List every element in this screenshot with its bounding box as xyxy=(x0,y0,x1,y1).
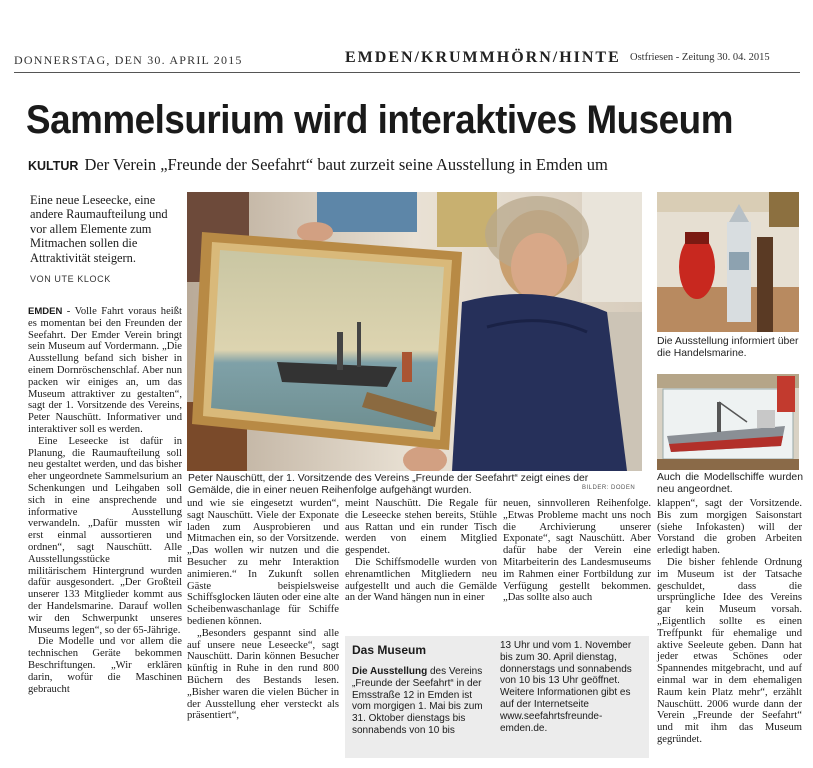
paragraph: Die bisher fehlende Ordnung im Museum ist der Tatsache geschuldet, dass die ursprüngliche Idee des Vereins gar kein Museum vorsah. „Eigentlich sollte es einen Treffpunkt für ehemalige und aktive Seeleute geben. Dann hat jeder etwas Schönes oder Spannendes mitgebracht, und auf einmal war in dem ehemaligen Raum kein Platz mehr“, erzählt Nauschütt. 2006 wurde dann der Verein „Freunde der Seefahrt“ und mit ihm das Museum gegründet. xyxy=(657,556,802,745)
paragraph: „Besonders gespannt sind alle auf unsere neue Leseecke“, sagt Nauschütt. Darin können Besucher künftig in Ruhe in den rund 800 Büchern des Bestands lesen. „Bisher waren die vielen Bücher in der Ausstellung eher versteckt als präsentiert“, xyxy=(187,627,339,722)
paragraph: und wie sie eingesetzt wurden“, sagt Nauschütt. Viele der Exponate laden zum Ausprobieren und Mitmachen ein, so der Vorsitzende. „Das wollen wir nutzen und die Besucher zu mehr Interaktion animieren.“ In Zukunft sollen Gäste beispielsweise Schiffsglocken läuten oder eine alte Scheibenwaschanlage für Schiffe bedienen können. xyxy=(187,498,339,627)
edition-line: Ostfriesen - Zeitung 30. 04. 2015 xyxy=(630,52,770,63)
paragraph: neuen, sinnvolleren Reihenfolge. „Etwas Probleme macht uns noch die Archivierung unserer Exponate“, sagt Nauschütt. Aber dafür habe der Verein eine Mitarbeiterin des Landesmuseums im Rahmen einer Fortbildung zur Verfügung gestellt bekommen. „Das sollte also auch xyxy=(503,498,651,604)
paragraph: klappen“, sagt der Vorsitzende. Bis zum morgigen Saisonstart (siehe Infokasten) will der Vorstand die groben Arbeiten erledigt haben. xyxy=(657,498,802,557)
subheadline-text: Der Verein „Freunde der Seefahrt“ baut zurzeit seine Ausstellung in Emden um xyxy=(84,155,608,174)
paragraph: meint Nauschütt. Die Regale für die Leseecke stehen bereits, Stühle aus Rattan und ein runder Tisch werden von einem Mitglied gespendet. xyxy=(345,498,497,557)
kicker: KULTUR xyxy=(28,159,79,173)
info-box-column-1: Die Ausstellung des Vereins „Freunde der Seefahrt“ in der Emsstraße 12 in Emden ist vom morgigen 1. Mai bis zum 31. Oktober dienstags bis sonnabends von 10 bis xyxy=(352,666,483,736)
header-rule xyxy=(14,72,800,73)
subheadline xyxy=(28,155,608,175)
headline: Sammelsurium wird interaktives Museum xyxy=(26,98,733,142)
paragraph: Eine Leseecke ist dafür in Planung, die Raumaufteilung soll neu gestaltet werden, und das bisher eher ungeordnete Sammelsurium an Schenkungen und Leihgaben soll sich in eine ansprechende und informative Ausstellung verwandeln. „Dafür mussten wir erst einmal aussortieren und ordnen“, sagt Nauschütt. Alle Ausstellungsstücke mit militärischem Hintergrund wurden dafür ausgesondert. „Der Großteil unserer 133 Mitglieder kommt aus der Handelsmarine. Darauf wollen wir den Schwerpunkt unseres Museums legen“, so der 65-Jährige. xyxy=(28,435,182,636)
model-ship-photo-caption: Auch die Modellschiffe wurden neu angeordnet. xyxy=(657,472,803,496)
info-box-column-2: 13 Uhr und vom 1. November bis zum 30. April dienstag, donnerstags und sonnabends von 10 bis 13 Uhr geöffnet. Weitere Informationen gibt es auf der Internetseite www.seefahrtsfreunde-emden.de. xyxy=(500,640,632,734)
issue-date: DONNERSTAG, DEN 30. APRIL 2015 xyxy=(14,53,243,67)
exhibition-photo xyxy=(657,192,799,332)
article-column-3 xyxy=(345,498,497,604)
lead-text: Eine neue Leseecke, eine andere Raumaufteilung und vor allem Elemente zum Mitmachen sollen die Attraktivität steigern. xyxy=(30,193,168,265)
main-photo-caption: Peter Nauschütt, der 1. Vorsitzende des Vereins „Freunde der Seefahrt“ zeigt eines der Gemälde, die in einer neuen Reihenfolge aufgehängt wurden. xyxy=(188,473,589,497)
article-column-1: EMDEN - Volle Fahrt voraus heißt es momentan bei den Freunden der Seefahrt. Der Emder Verein bringt sein Museum auf Vordermann. „Die Ausstellung befand sich bisher in einem Dornröschenschlaf. Aber nun packen wir einiges an, um das Museum attraktiver zu gestalten“, sagt der 1. Vorsitzende des Vereins, Peter Nauschütt. Informativer und interaktiver soll es werden. Eine Leseecke ist dafür in Planung, die Raumaufteilung soll neu gestaltet werden, und das bisher eher ungeordnete Sammelsurium an Schenkungen und Leihgaben soll sich in eine ansprechende und informative Ausstellung verwandeln. „Dafür mussten wir erst einmal aussortieren und ordnen“, sagt Nauschütt. Alle Ausstellungsstücke mit militärischem Hintergrund wurden dafür ausgesondert. „Der Großteil unserer 133 Mitglieder kommt aus der Handelsmarine. Darauf wollen wir den Schwerpunkt unseres Museums legen“, so der 65-Jährige. Die Modelle und vor allem die technischen Geräte bekommen Beschriftungen. „Wir erklären darin, wofür die Maschinen gebraucht xyxy=(28,306,182,695)
info-box-title: Das Museum xyxy=(352,643,427,657)
paragraph: Die Schiffsmodelle wurden von ehrenamtlichen Mitgliedern neu aufgestellt und auch die Gemälde an der Wand hängen nun in einer xyxy=(345,556,497,604)
exhibition-photo-caption: Die Ausstellung informiert über die Handelsmarine. xyxy=(657,336,799,360)
article-column-4 xyxy=(503,498,651,604)
paragraph: Die Modelle und vor allem die technischen Geräte bekommen Beschriftungen. „Wir erklären darin, wofür die Maschinen gebraucht xyxy=(28,636,182,695)
article-column-2 xyxy=(187,498,339,722)
section-title: EMDEN/KRUMMHÖRN/HINTE xyxy=(345,49,621,66)
model-ship-photo xyxy=(657,374,799,470)
dateline: EMDEN xyxy=(28,306,63,317)
photo-credit: BILDER: DODEN xyxy=(582,485,636,491)
article-column-5 xyxy=(657,498,802,746)
author-byline: VON UTE KLOCK xyxy=(30,274,111,284)
main-photo xyxy=(187,192,642,471)
